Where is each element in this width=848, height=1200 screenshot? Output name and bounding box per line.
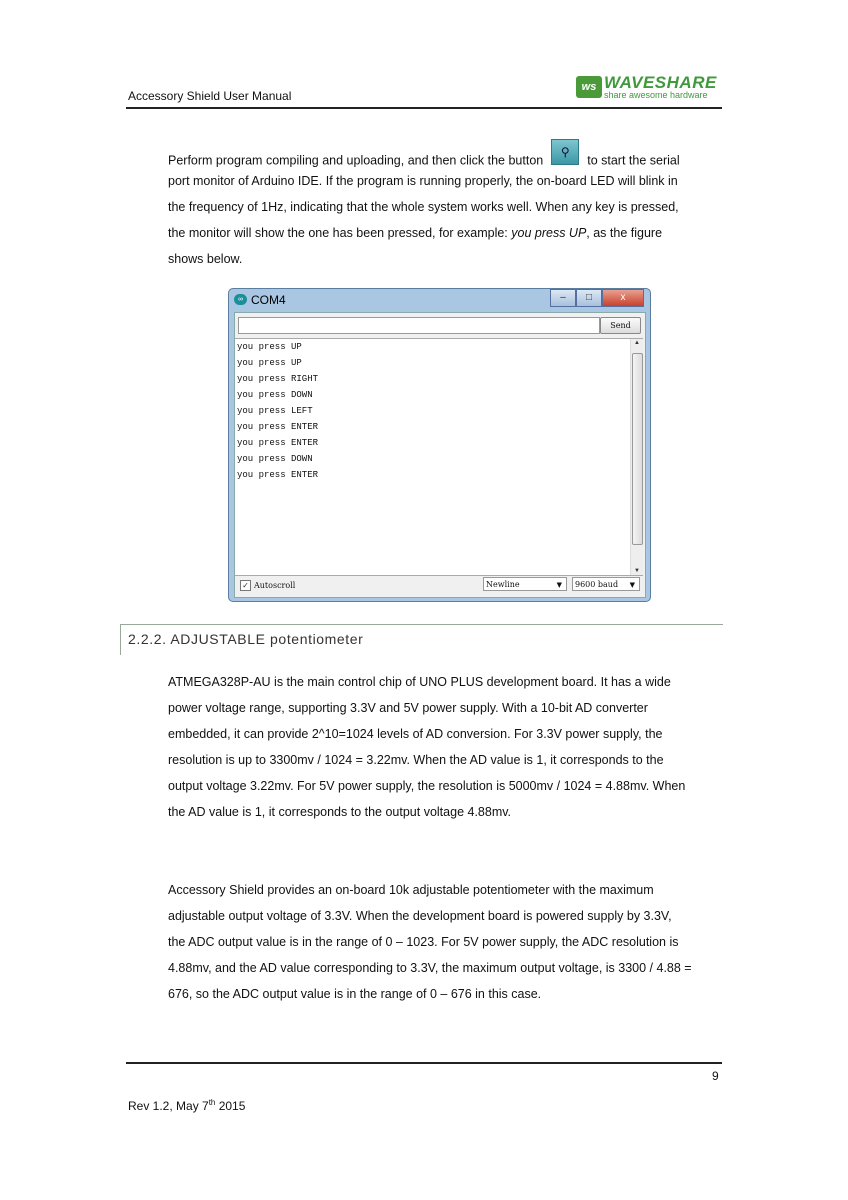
checkbox-checked-icon[interactable]: ✓ xyxy=(240,580,251,591)
header-title: Accessory Shield User Manual xyxy=(128,89,292,103)
para-line: ATMEGA328P-AU is the main control chip of UNO PLUS development board. It has a wide xyxy=(168,675,671,689)
scroll-down-icon[interactable]: ▼ xyxy=(634,568,640,574)
logo-mark: ws xyxy=(576,76,602,98)
baud-value: 9600 baud xyxy=(575,580,619,589)
para-line: embedded, it can provide 2^10=1024 levels of AD conversion. For 3.3V power supply, the xyxy=(168,727,663,741)
line-ending-select[interactable] xyxy=(483,577,567,591)
send-input[interactable] xyxy=(238,317,600,334)
logo-tagline: share awesome hardware xyxy=(604,90,708,100)
serial-monitor-icon: ⚲ xyxy=(551,139,579,165)
waveshare-logo xyxy=(576,74,722,104)
para-line: adjustable output voltage of 3.3V. When the development board is powered supply by 3.3V, xyxy=(168,909,672,923)
para-line: the ADC output value is in the range of 0 – 1023. For 5V power supply, the ADC resolution is xyxy=(168,935,679,949)
para-line: 676, so the ADC output value is in the range of 0 – 676 in this case. xyxy=(168,987,542,1001)
para-line: output voltage 3.22mv. For 5V power supply, the resolution is 5000mv / 1024 = 4.88mv. When xyxy=(168,779,686,793)
output-line: you press DOWN xyxy=(237,454,313,464)
chevron-down-icon: ▼ xyxy=(629,581,635,589)
intro-line: shows below. xyxy=(168,252,243,266)
intro-line: the monitor will show the one has been pressed, for example: you press UP, as the figure xyxy=(168,226,663,240)
para-line: power voltage range, supporting 3.3V and 5V power supply. With a 10-bit AD converter xyxy=(168,701,648,715)
footer-divider xyxy=(126,1062,722,1064)
output-line: you press DOWN xyxy=(237,390,313,400)
baud-select[interactable] xyxy=(572,577,640,591)
autoscroll-checkbox[interactable] xyxy=(240,580,295,591)
window-title: COM4 xyxy=(251,293,286,307)
intro-line: the frequency of 1Hz, indicating that the whole system works well. When any key is pressed, xyxy=(168,200,679,214)
intro-line-start: Perform program compiling and uploading, and then click the button xyxy=(168,153,544,168)
serial-monitor-window xyxy=(228,288,651,602)
output-line: you press RIGHT xyxy=(237,374,319,384)
logo-brand: WAVESHARE xyxy=(604,73,717,92)
section-heading xyxy=(120,624,723,655)
scroll-up-icon[interactable]: ▲ xyxy=(634,340,640,346)
output-line: you press ENTER xyxy=(237,422,319,432)
para-line: 4.88mv, and the AD value corresponding to 3.3V, the maximum output voltage, is 3300 / 4.88 = xyxy=(168,961,692,975)
output-line: you press UP xyxy=(237,342,302,352)
serial-output xyxy=(235,338,643,576)
minimize-button[interactable]: – xyxy=(550,289,576,307)
intro-line: port monitor of Arduino IDE. If the program is running properly, the on-board LED will blink in xyxy=(168,174,678,188)
intro-line xyxy=(168,145,680,174)
output-line: you press UP xyxy=(237,358,302,368)
page-number: 9 xyxy=(712,1069,719,1083)
revision-info: Rev 1.2, May 7th 2015 xyxy=(128,1098,246,1113)
close-button[interactable]: x xyxy=(602,289,644,307)
output-scrollbar[interactable] xyxy=(630,339,643,575)
output-line: you press ENTER xyxy=(237,470,319,480)
autoscroll-label: Autoscroll xyxy=(254,581,296,590)
para-line: Accessory Shield provides an on-board 10k adjustable potentiometer with the maximum xyxy=(168,883,654,897)
line-ending-value: Newline xyxy=(486,580,520,589)
intro-line-end: to start the serial xyxy=(587,153,680,168)
maximize-button[interactable]: □ xyxy=(576,289,602,307)
section-title: 2.2.2. ADJUSTABLE potentiometer xyxy=(128,631,364,647)
output-line: you press ENTER xyxy=(237,438,319,448)
scrollbar-thumb[interactable] xyxy=(632,353,643,545)
send-button[interactable]: Send xyxy=(600,317,641,334)
para-line: the AD value is 1, it corresponds to the output voltage 4.88mv. xyxy=(168,805,512,819)
para-line: resolution is up to 3300mv / 1024 = 3.22mv. When the AD value is 1, it corresponds to the xyxy=(168,753,664,767)
output-line: you press LEFT xyxy=(237,406,313,416)
header-divider xyxy=(126,107,722,109)
chevron-down-icon: ▼ xyxy=(556,581,562,589)
arduino-icon: ∞ xyxy=(234,294,247,305)
